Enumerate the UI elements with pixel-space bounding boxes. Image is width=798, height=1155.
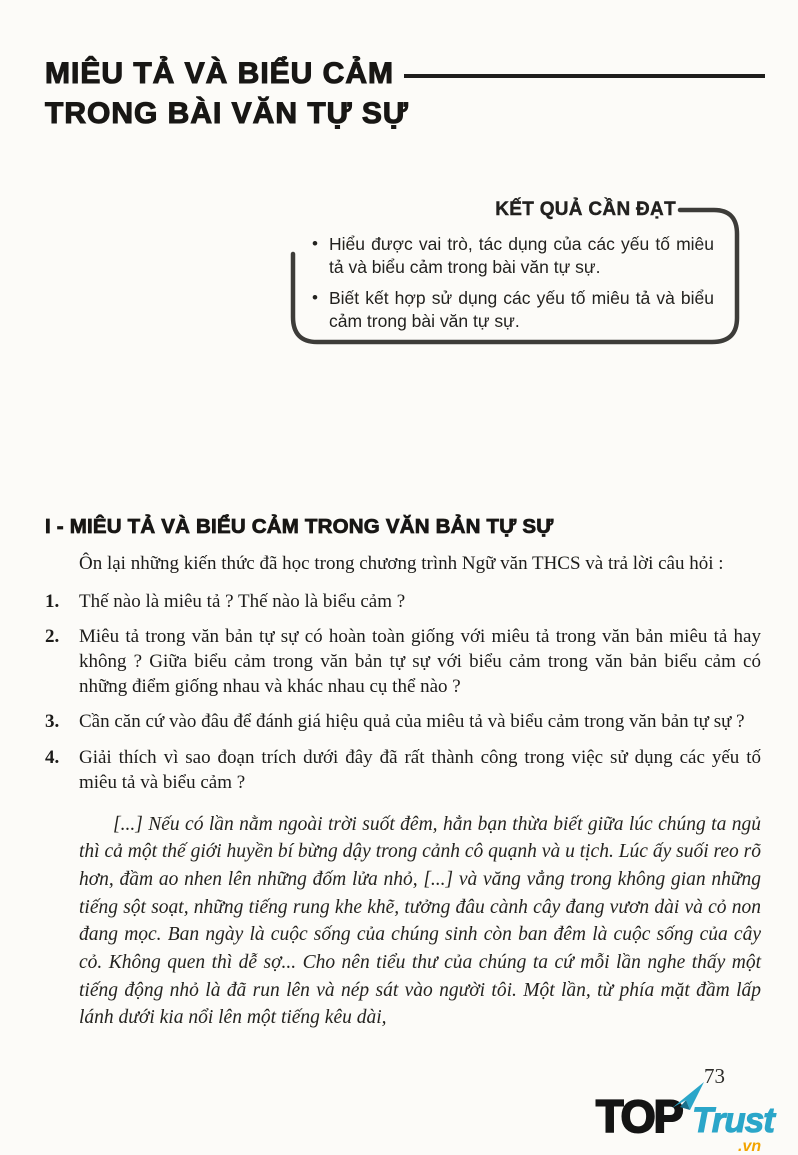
section-heading: I - MIÊU TẢ VÀ BIỂU CẢM TRONG VĂN BẢN TỰ SỰ <box>45 515 554 538</box>
objective-item: • Biết kết hợp sử dụng các yếu tố miêu tả và biểu cảm trong bài văn tự sự. <box>312 287 714 334</box>
chapter-title <box>45 54 765 134</box>
question-item <box>45 710 761 735</box>
question-number: 4. <box>45 747 60 769</box>
chapter-title-line2: TRONG BÀI VĂN TỰ SỰ <box>45 97 409 130</box>
question-number: 2. <box>45 626 60 648</box>
question-item <box>45 746 761 795</box>
question-number: 1. <box>45 590 60 612</box>
question-text: Miêu tả trong văn bản tự sự có hoàn toàn giống với miêu tả trong văn bản miêu tả hay không ? Giữa biểu cảm trong văn bản tự sự với biểu cảm trong văn bản biểu cảm có những điểm giống nhau và khác nhau cụ thể nào ? <box>79 626 761 697</box>
chapter-title-line1-row <box>45 54 765 94</box>
question-number: 3. <box>45 711 60 733</box>
page-number: 73 <box>704 1064 725 1088</box>
question-item <box>45 625 761 699</box>
logo-trust-text: Trust <box>692 1101 774 1140</box>
logo-top-text: TOP <box>596 1091 682 1142</box>
chapter-title-line1: MIÊU TẢ VÀ BIỂU CẢM <box>45 57 394 90</box>
title-rule-line <box>404 74 765 78</box>
section-content <box>45 552 761 1032</box>
objectives-box <box>288 196 744 356</box>
section-intro: Ôn lại những kiến thức đã học trong chương trình Ngữ văn THCS và trả lời câu hỏi : <box>79 553 724 574</box>
objectives-box-title: KẾT QUẢ CẦN ĐẠT <box>495 199 676 220</box>
question-item <box>45 590 761 615</box>
objective-item: • Hiểu được vai trò, tác dụng của các yếu tố miêu tả và biểu cảm trong bài văn tự sự. <box>312 233 714 280</box>
toptrust-watermark-logo <box>596 1086 786 1155</box>
objectives-list <box>312 233 714 340</box>
literary-excerpt: [...] Nếu có lần nằm ngoài trời suốt đêm, hẳn bạn thừa biết giữa lúc chúng ta ngủ thì cả một thế giới huyền bí bừng dậy trong cảnh cô quạnh và u tịch. Lúc ấy suối reo rõ hơn, đầm ao nhen lên những đốm lửa nhỏ, [...] và văng vẳng trong không gian những tiếng sột soạt, những tiếng rung khe khẽ, tưởng đâu cành cây đang vươn dài và cỏ non đang mọc. Ban ngày là cuộc sống của chúng sinh còn ban đêm là cuộc sống của cây cỏ. Không quen thì dễ sợ... Cho nên tiểu thư của chúng ta cứ mỗi lần nghe thấy một tiếng động nhỏ là đã run lên và nép sát vào người tôi. Một lần, từ phía mặt đầm lấp lánh dưới kia nổi lên một tiếng kêu dài, <box>79 813 761 1029</box>
question-text: Giải thích vì sao đoạn trích dưới đây đã rất thành công trong việc sử dụng các yếu tố miêu tả và biểu cảm ? <box>79 747 761 793</box>
question-text: Cần căn cứ vào đâu để đánh giá hiệu quả của miêu tả và biểu cảm trong văn bản tự sự ? <box>79 711 745 733</box>
logo-vn-text: .vn <box>738 1138 762 1155</box>
question-text: Thế nào là miêu tả ? Thế nào là biểu cảm ? <box>79 590 406 612</box>
